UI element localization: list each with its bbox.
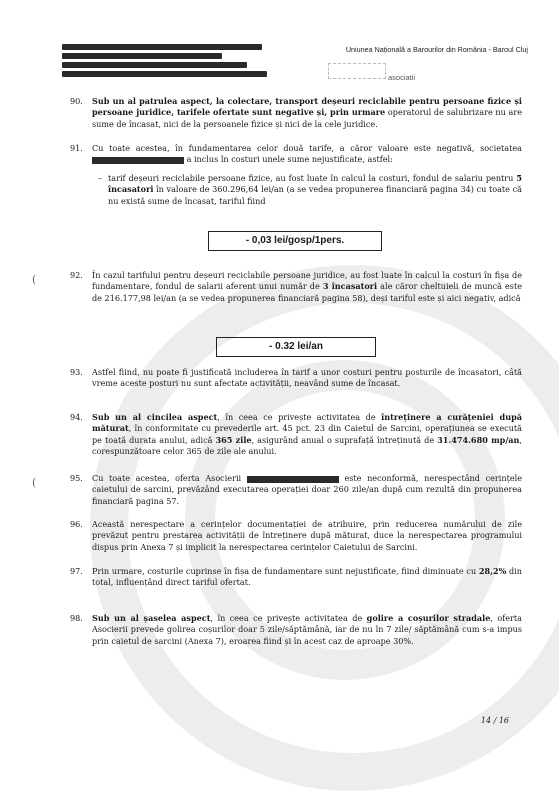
margin-mark: ( xyxy=(32,476,37,489)
redacted-sender-block xyxy=(62,44,272,80)
firm-logo xyxy=(328,63,386,79)
firm-logo-text: asociatii xyxy=(388,73,416,82)
tariff-box-1: - 0,03 lei/gosp/1pers. xyxy=(208,231,382,251)
header-bar-association: Uniunea Națională a Barourilor din România - Baroul Cluj xyxy=(345,45,528,54)
paragraph-number: 97. xyxy=(70,566,83,576)
paragraph-98 xyxy=(70,613,522,647)
paragraph-text-bold: Sub un al șaselea aspect xyxy=(92,613,211,623)
paragraph-text: Astfel fiind, nu poate fi justificată includerea în tarif a unor costuri pentru posturile de încasatori, câtă vreme aceste posturi nu sunt afectate activității, neavând sume de încasat. xyxy=(92,367,522,389)
tariff-box-2: - 0.32 lei/an xyxy=(216,337,376,357)
bullet-text: în valoare de 360.296,64 lei/an (a se vedea propunerea financiară pagina 34) cu toate că nu există sume de încasat, tariful fiind xyxy=(108,184,522,206)
paragraph-text: Cu toate acestea, în fundamentarea celor două tarife, a căror valoare este negativă, societatea xyxy=(92,143,522,153)
bullet-item xyxy=(98,173,522,207)
paragraph-97 xyxy=(70,566,522,589)
paragraph-number: 90. xyxy=(70,96,83,106)
paragraph-text: , în conformitate cu prevederile art. 45 pct. 23 din Caietul de Sarcini, operațiunea se execută pe toată durata anului, adică xyxy=(92,423,522,445)
paragraph-text: a inclus în costuri unele sume nejustificate, astfel: xyxy=(184,154,393,165)
paragraph-number: 98. xyxy=(70,613,83,623)
paragraph-text-bold: 28,2% xyxy=(478,566,507,576)
paragraph-number: 96. xyxy=(70,519,83,529)
paragraph-number: 94. xyxy=(70,412,83,422)
paragraph-text: Această nerespectare a cerințelor documentației de atribuire, prin reducerea numărului de zile prevăzut pentru prestarea activității de întreținere după măturat, duce la nerespectarea programului dispus prin Anexa 7 și implicit la nerespectarea cerințelor Caietului de Sarcini. xyxy=(92,519,522,552)
paragraph-text-bold: Sub un al cincilea aspect xyxy=(92,412,218,422)
paragraph-number: 92. xyxy=(70,270,83,280)
paragraph-text: , asigurând anual o suprafață întreținută de xyxy=(251,434,438,445)
paragraph-text: ale căror cheltuieli de muncă este de 216.177,98 lei/an (a se vedea propunerea financiară pagina 58), deși tariful este și aici negativ, adică xyxy=(92,281,523,303)
paragraph-text-bold: 3 încasatori xyxy=(322,281,378,292)
paragraph-text: , corespunzătoare celor 365 de zile ale anului. xyxy=(92,434,522,457)
paragraph-text: , oferta Asocierii prevede golirea coșurilor doar 5 zile/săptămână, iar de nu în 7 zile/ săptămână cum s-a impus prin caietul de sarcini (Anexa 7), eroarea fiind și în acest caz de aproape 30%. xyxy=(92,613,522,646)
paragraph-text-bold: întreținere a curățeniei după măturat xyxy=(92,412,522,434)
paragraph-90 xyxy=(70,96,523,130)
paragraph-number: 93. xyxy=(70,367,83,377)
paragraph-text: este neconformă, nerespectând cerințele caietului de sarcini, prevăzând executarea operației doar 260 zile/an după cum rezultă din propunerea financiară pagina 57. xyxy=(92,473,522,506)
paragraph-text: , în ceea ce privește activitatea de xyxy=(210,613,367,623)
paragraph-text-bold: 31.474.680 mp/an xyxy=(437,434,520,445)
paragraph-text: operatorul de salubrizare nu are sume de încasat, nici de la persoanele fizice și nici de la cele juridice. xyxy=(92,107,523,129)
bullet-text: tarif deșeuri reciclabile persoane fizice, au fost luate în calcul la costuri, fondul de salariu pentru xyxy=(108,173,517,183)
margin-mark: ( xyxy=(32,273,37,286)
paragraph-94 xyxy=(70,412,522,458)
redacted-company-name xyxy=(92,157,184,164)
bullet-text-bold: 5 încasatori xyxy=(108,173,522,195)
page-number: 14 / 16 xyxy=(480,716,509,725)
paragraph-95 xyxy=(70,473,522,507)
paragraph-text: În cazul tarifului pentru deșeuri reciclabile persoane juridice, au fost luate în calcul la costuri în fișa de fundamentare, fondul de salarii aferent unui număr de xyxy=(92,270,522,292)
paragraph-text: din total, influențând direct tariful ofertat. xyxy=(92,566,522,588)
paragraph-text-bold: Sub un al patrulea aspect, la colectare, transport deșeuri reciclabile pentru persoane fizice și persoane juridice, tarifele ofertate sunt negative și, prin urmare xyxy=(92,96,522,118)
paragraph-93 xyxy=(70,367,522,390)
paragraph-92 xyxy=(70,270,523,304)
paragraph-text-bold: 365 zile xyxy=(215,434,252,445)
paragraph-91 xyxy=(70,143,522,166)
paragraph-96 xyxy=(70,519,522,553)
redacted-company-name xyxy=(247,476,339,483)
paragraph-text: , în ceea ce privește activitatea de xyxy=(217,412,382,422)
bullet-dash: – xyxy=(98,173,103,183)
paragraph-number: 95. xyxy=(70,473,83,483)
paragraph-text: Cu toate acestea, oferta Asocierii xyxy=(92,473,247,483)
paragraph-text: Prin urmare, costurile cuprinse în fișa de fundamentare sunt nejustificate, fiind diminuate cu xyxy=(92,566,479,576)
paragraph-number: 91. xyxy=(70,143,83,153)
paragraph-text-bold: golire a coșurilor stradale xyxy=(366,613,491,623)
